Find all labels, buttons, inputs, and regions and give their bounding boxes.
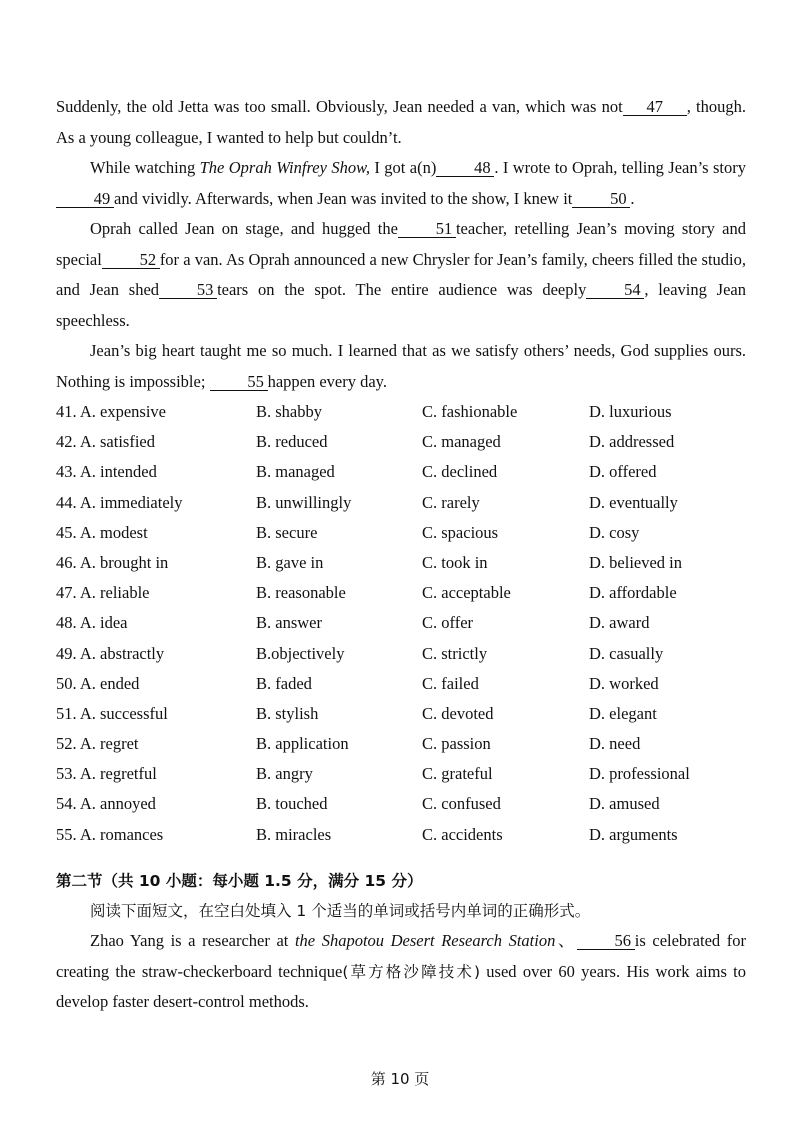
option-d: D. affordable bbox=[589, 583, 677, 603]
chinese-annotation: (草方格沙障技术) bbox=[342, 962, 481, 981]
option-b: B. managed bbox=[256, 462, 335, 482]
blank-54: 54 bbox=[586, 281, 644, 299]
text: and vividly. Afterwards, when Jean was invited to the show, I knew it bbox=[114, 188, 573, 208]
option-d: D. amused bbox=[589, 794, 660, 814]
option-a: 49. A. abstractly bbox=[56, 643, 165, 663]
question-row bbox=[56, 488, 746, 518]
option-d: D. luxurious bbox=[589, 402, 672, 421]
passage-paragraph-3 bbox=[56, 214, 746, 336]
option-c: C. accidents bbox=[422, 824, 503, 844]
option-b: B. stylish bbox=[256, 703, 319, 723]
option-d: D. addressed bbox=[589, 432, 675, 452]
option-d: D. professional bbox=[589, 764, 690, 784]
option-a: 44. A. immediately bbox=[56, 492, 183, 512]
blank-49: 49 bbox=[56, 190, 114, 208]
option-b: B. shabby bbox=[256, 402, 322, 421]
blank-52: 52 bbox=[102, 251, 160, 269]
option-a: 42. A. satisfied bbox=[56, 432, 155, 452]
text: is celebrated for creating the straw-checkerboard technique bbox=[56, 931, 746, 981]
blank-50: 50 bbox=[572, 190, 630, 208]
text: While watching bbox=[90, 158, 200, 177]
option-a: 53. A. regretful bbox=[56, 764, 157, 784]
station-name: the Shapotou Desert Research Station bbox=[294, 931, 556, 951]
question-row bbox=[56, 729, 746, 759]
passage-paragraph-2 bbox=[56, 153, 746, 214]
option-a: 55. A. romances bbox=[56, 824, 164, 844]
option-b: B. reasonable bbox=[256, 583, 346, 603]
blank-53: 53 bbox=[159, 281, 217, 299]
option-c: C. rarely bbox=[422, 492, 480, 512]
question-row bbox=[56, 759, 746, 789]
question-row bbox=[56, 397, 746, 427]
option-c: C. acceptable bbox=[422, 583, 511, 603]
option-a: 50. A. ended bbox=[56, 673, 140, 693]
option-b: B. miracles bbox=[256, 824, 332, 844]
show-title: The Oprah Winfrey Show, bbox=[199, 158, 370, 177]
option-c: C. fashionable bbox=[422, 402, 518, 421]
question-row bbox=[56, 639, 746, 669]
option-d: D. offered bbox=[589, 462, 657, 482]
option-d: D. eventually bbox=[589, 492, 678, 512]
option-c: C. passion bbox=[422, 734, 491, 754]
option-b: B.objectively bbox=[256, 643, 345, 663]
option-b: B. secure bbox=[256, 522, 318, 542]
option-a: 41. A. expensive bbox=[56, 402, 166, 421]
question-options-table bbox=[56, 397, 746, 850]
text: used over 60 years. His work aims to develop faster desert-control methods. bbox=[56, 961, 746, 1012]
option-a: 51. A. successful bbox=[56, 703, 168, 723]
option-b: B. faded bbox=[256, 673, 312, 693]
option-a: 52. A. regret bbox=[56, 734, 139, 754]
text: tears on the spot. The entire audience was deeply bbox=[217, 280, 587, 299]
question-row bbox=[56, 820, 746, 850]
text: . I wrote to Oprah, telling Jean’s story bbox=[494, 158, 746, 177]
blank-47: 47 bbox=[623, 98, 687, 116]
option-d: D. believed in bbox=[589, 552, 683, 572]
option-c: C. spacious bbox=[422, 522, 499, 542]
option-b: B. application bbox=[256, 734, 349, 754]
text: for a van. As Oprah announced a new Chrysler for Jean’s family, cheers filled the studio, and Jean shed bbox=[56, 249, 746, 299]
option-b: B. answer bbox=[256, 613, 322, 633]
option-c: C. grateful bbox=[422, 764, 493, 784]
option-a: 54. A. annoyed bbox=[56, 794, 156, 814]
document-page bbox=[56, 92, 746, 1018]
option-d: D. casually bbox=[589, 643, 664, 663]
question-row bbox=[56, 669, 746, 699]
question-row bbox=[56, 789, 746, 819]
section-instruction: 阅读下面短文，在空白处填入 1 个适当的单词或括号内单词的正确形式。 bbox=[90, 901, 591, 920]
option-a: 43. A. intended bbox=[56, 462, 157, 482]
question-row bbox=[56, 457, 746, 487]
option-d: D. cosy bbox=[589, 522, 640, 542]
blank-55: 55 bbox=[210, 373, 268, 391]
text: 、 bbox=[555, 931, 577, 951]
text: Jean’s big heart taught me so much. I learned that as we satisfy others’ needs, God supplies ours. Nothing is impossible; bbox=[56, 341, 746, 391]
option-b: B. reduced bbox=[256, 432, 328, 452]
option-c: C. strictly bbox=[422, 643, 488, 663]
text: Suddenly, the old Jetta was too small. Obviously, Jean needed a van, which was not bbox=[56, 97, 623, 116]
option-c: C. failed bbox=[422, 673, 479, 693]
text: , leaving Jean speechless. bbox=[56, 280, 746, 330]
passage-paragraph-1 bbox=[56, 92, 746, 153]
option-d: D. need bbox=[589, 734, 641, 754]
question-row bbox=[56, 427, 746, 457]
page-number: 第 10 页 bbox=[370, 1070, 430, 1088]
option-d: D. worked bbox=[589, 673, 659, 693]
question-row bbox=[56, 548, 746, 578]
option-d: D. elegant bbox=[589, 703, 657, 723]
text: . bbox=[630, 188, 635, 208]
question-row bbox=[56, 699, 746, 729]
text: teacher, retelling Jean’s moving story and special bbox=[56, 219, 746, 269]
option-c: C. devoted bbox=[422, 703, 494, 723]
option-b: B. angry bbox=[256, 764, 313, 784]
text: Zhao Yang is a researcher at bbox=[90, 931, 295, 951]
option-b: B. gave in bbox=[256, 552, 324, 572]
question-row bbox=[56, 518, 746, 548]
question-row bbox=[56, 608, 746, 638]
option-a: 48. A. idea bbox=[56, 613, 128, 633]
option-b: B. unwillingly bbox=[256, 492, 352, 512]
option-d: D. arguments bbox=[589, 824, 678, 844]
option-c: C. managed bbox=[422, 432, 501, 452]
text: I got a(n) bbox=[370, 158, 437, 177]
option-c: C. offer bbox=[422, 613, 474, 633]
option-b: B. touched bbox=[256, 794, 328, 814]
question-row bbox=[56, 578, 746, 608]
option-a: 47. A. reliable bbox=[56, 583, 150, 603]
text: happen every day. bbox=[267, 371, 387, 391]
option-c: C. took in bbox=[422, 552, 488, 572]
blank-48: 48 bbox=[436, 159, 494, 177]
text: , though. As a young colleague, I wanted to help but couldn’t. bbox=[56, 97, 747, 147]
text: Oprah called Jean on stage, and hugged the bbox=[90, 219, 398, 238]
option-a: 46. A. brought in bbox=[56, 552, 169, 572]
passage-paragraph-4 bbox=[56, 336, 746, 397]
option-d: D. award bbox=[589, 613, 650, 633]
section-heading: 第二节（共 10 小题：每小题 1.5 分，满分 15 分） bbox=[56, 871, 423, 890]
option-c: C. declined bbox=[422, 462, 498, 482]
blank-51: 51 bbox=[398, 220, 456, 238]
blank-56: 56 bbox=[577, 932, 635, 950]
section2-paragraph-1 bbox=[56, 926, 746, 1018]
option-a: 45. A. modest bbox=[56, 522, 148, 542]
option-c: C. confused bbox=[422, 794, 501, 814]
